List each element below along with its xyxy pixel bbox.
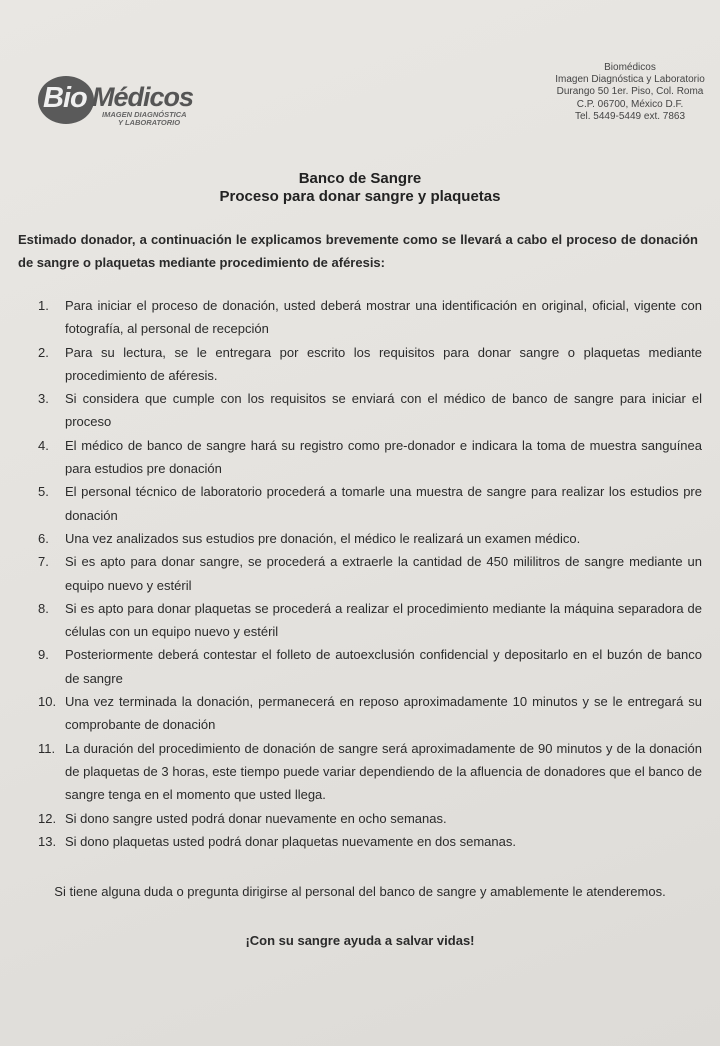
step-number: 3.: [38, 391, 49, 407]
step-text: El personal técnico de laboratorio procederá a tomarle una muestra de sangre para realizar los estudios pre donación: [65, 484, 702, 523]
step-number: 12.: [38, 810, 57, 826]
step-text: Una vez terminada la donación, permanecerá en reposo aproximadamente 10 minutos y se le entregará su comprobante de donación: [65, 694, 702, 733]
address-line: Imagen Diagnóstica y Laboratorio: [555, 74, 705, 86]
document-subtitle: Proceso para donar sangre y plaquetas: [219, 188, 501, 205]
step-number: 11.: [38, 740, 56, 756]
step-number: 10.: [38, 694, 57, 710]
logo-subtitle: IMAGEN DIAGNÓSTICA: [102, 110, 187, 119]
list-item: [38, 480, 702, 527]
step-number: 13.: [38, 833, 57, 849]
logo-bio: Bio: [43, 82, 87, 114]
logo-medicos: Médicos: [92, 82, 194, 112]
address-line: C.P. 06700, México D.F.: [576, 98, 684, 110]
step-number: 5.: [38, 484, 49, 500]
slogan: ¡Con su sangre ayuda a salvar vidas!: [245, 933, 475, 948]
list-item: [38, 643, 702, 690]
list-item: [38, 597, 702, 644]
steps-list: [38, 294, 702, 853]
address-line: Biomédicos: [604, 62, 656, 73]
closing-paragraph: Si tiene alguna duda o pregunta dirigirse al personal del banco de sangre y amablemente le atenderemos.: [54, 884, 666, 899]
address-line: Tel. 5449-5449 ext. 7863: [574, 110, 686, 122]
step-text: Si dono plaquetas usted podrá donar plaquetas nuevamente en dos semanas.: [65, 833, 516, 849]
list-item: [38, 294, 702, 341]
step-text: Una vez analizados sus estudios pre donación, el médico le realizará un examen médico.: [65, 530, 581, 546]
list-item: [38, 830, 702, 853]
list-item: [38, 527, 702, 550]
step-text: Si considera que cumple con los requisitos se enviará con el médico de banco de sangre para iniciar el proceso: [65, 391, 702, 430]
step-text: El médico de banco de sangre hará su registro como pre-donador e indicara la toma de muestra sanguínea para estudios pre donación: [65, 437, 702, 477]
biomedicos-logo: [38, 72, 208, 132]
step-text: Si es apto para donar sangre, se procederá a extraerle la cantidad de 450 mililitros de sangre mediante un equipo nuevo y estéril: [65, 554, 702, 593]
step-text: Para su lectura, se le entregara por escrito los requisitos para donar sangre o plaquetas mediante procedimiento de aféresis.: [65, 344, 702, 383]
step-number: 1.: [38, 298, 49, 313]
step-number: 4.: [38, 437, 49, 453]
list-item: [38, 341, 702, 388]
list-item: [38, 434, 702, 481]
list-item: [38, 550, 702, 597]
step-text: Posteriormente deberá contestar el folleto de autoexclusión confidencial y depositarlo en el buzón de banco de sangre: [65, 647, 702, 686]
logo-subtitle: Y LABORATORIO: [118, 118, 181, 127]
list-item: [38, 737, 702, 807]
step-number: 2.: [38, 344, 49, 360]
step-text: Para iniciar el proceso de donación, usted deberá mostrar una identificación en original, oficial, vigente con fotografía, al personal de recepción: [65, 298, 702, 337]
step-text: La duración del procedimiento de donación de sangre será aproximadamente de 90 minutos y de la donación de plaquetas de 3 horas, este tiempo puede variar dependiendo de la afluencia de donadores que el banco de sangre tenga en el momento que usted llega.: [65, 740, 702, 803]
step-text: Si dono sangre usted podrá donar nuevamente en ocho semanas.: [65, 810, 447, 826]
list-item: [38, 387, 702, 434]
step-number: 9.: [38, 647, 49, 663]
list-item: [38, 807, 702, 830]
step-text: Si es apto para donar plaquetas se procederá a realizar el procedimiento mediante la máquina separadora de células con un equipo nuevo y estéril: [65, 600, 702, 640]
step-number: 8.: [38, 600, 49, 616]
step-number: 7.: [38, 554, 49, 570]
step-number: 6.: [38, 530, 49, 546]
list-item: [38, 690, 702, 737]
document-title: Banco de Sangre: [298, 170, 422, 187]
address-block: [540, 62, 720, 123]
intro-paragraph: Estimado donador, a continuación le explicamos brevemente como se llevará a cabo el proceso de donación de sangre o plaquetas mediante procedimiento de aféresis:: [18, 232, 698, 270]
address-line: Durango 50 1er. Piso, Col. Roma: [556, 86, 704, 98]
